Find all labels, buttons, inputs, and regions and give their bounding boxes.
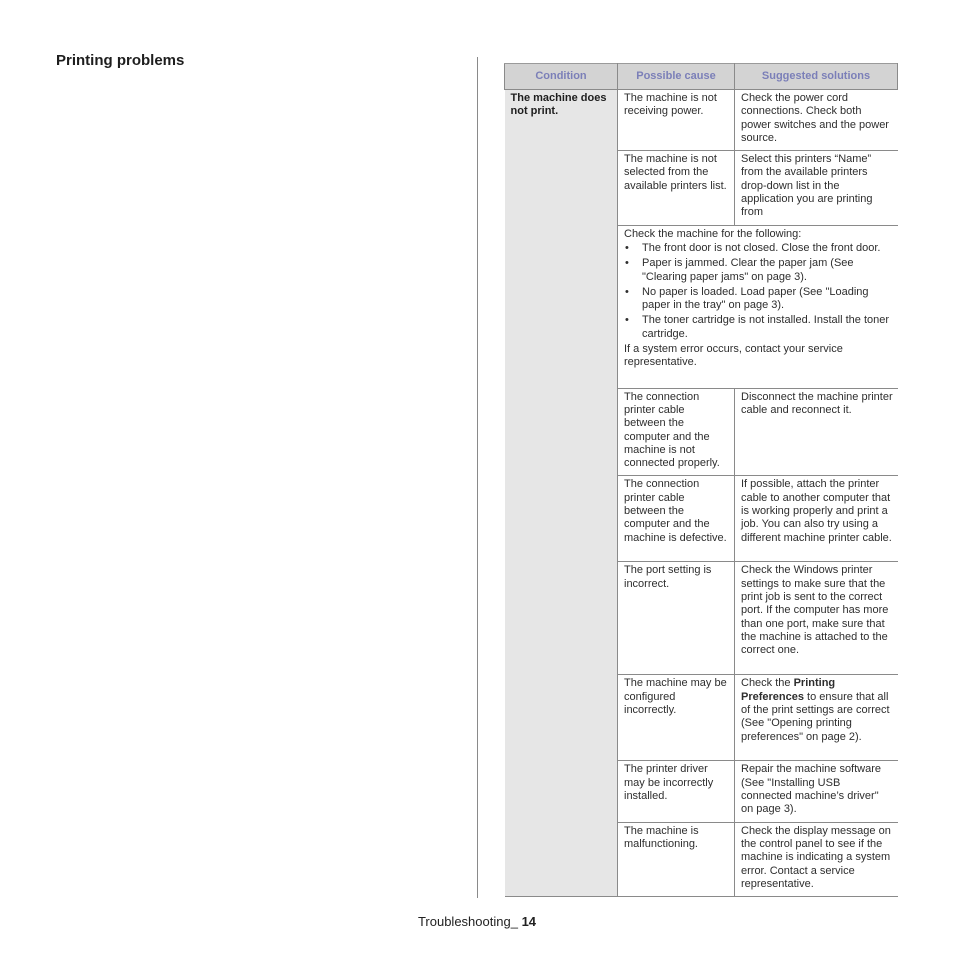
solution-cell: Disconnect the machine printer cable and reconnect it. [735,388,898,476]
page-number: 14 [521,914,537,929]
header-possible-cause: Possible cause [618,64,735,90]
troubleshooting-table [504,63,898,897]
solution-cell: Repair the machine software (See "Installing USB connected machine’s driver" on page 3). [735,761,898,822]
solution-cell: If possible, attach the printer cable to another computer that is working properly and print a job. You can also try using a different machine printer cable. [735,476,898,562]
bullet-icon: • [625,241,629,254]
list-item [624,242,894,255]
checklist-intro: Check the machine for the following: [624,227,802,240]
list-item [624,257,894,284]
checklist-item-text: Paper is jammed. Clear the paper jam (See "Clearing paper jams" on page 3). [642,257,854,283]
list-item [624,314,894,341]
bullet-icon: • [625,257,629,270]
page-footer [0,914,954,929]
solution-text-pre: Check the [741,677,794,690]
table-row [505,90,898,151]
printing-preferences-label: Printing Preferences [741,677,836,703]
cause-cell: The printer driver may be incorrectly installed. [618,761,735,822]
solution-cell: Check the Windows printer settings to make sure that the print job is sent to the correct port. If the computer has more than one port, make sure that the machine is attached to the correct one. [735,562,898,675]
cause-cell: The connection printer cable between the computer and the machine is defective. [618,476,735,562]
solution-text-post: to ensure that all of the print settings are correct (See "Opening printing preferences" on page 2). [741,690,890,743]
bullet-icon: • [625,285,629,298]
cause-cell: The machine may be configured incorrectly. [618,675,735,761]
checklist-outro: If a system error occurs, contact your service representative. [624,343,843,369]
list-item [624,286,894,313]
solution-cell: Select this printers “Name” from the available printers drop-down list in the application you are printing from [735,151,898,225]
merged-checklist-cell [618,225,898,388]
checklist-item-text: The front door is not closed. Close the front door. [642,241,881,254]
cause-cell: The machine is not selected from the available printers list. [618,151,735,225]
cause-cell: The machine is malfunctioning. [618,822,735,896]
bullet-icon: • [625,314,629,327]
cause-cell: The connection printer cable between the computer and the machine is not connected properly. [618,388,735,476]
cause-cell: The machine is not receiving power. [618,90,735,151]
table-header-row [505,64,898,90]
header-suggested-solutions: Suggested solutions [735,64,898,90]
solution-cell: Check the display message on the control panel to see if the machine is indicating a system error. Contact a service representative. [735,822,898,896]
solution-cell [735,675,898,761]
cause-cell: The port setting is incorrect. [618,562,735,675]
checklist [624,242,894,341]
checklist-item-text: No paper is loaded. Load paper (See "Loading paper in the tray" on page 3). [642,285,869,312]
condition-cell: The machine does not print. [505,90,618,897]
checklist-item-text: The toner cartridge is not installed. Install the toner cartridge. [642,314,890,340]
header-condition: Condition [505,64,618,90]
section-heading: Printing problems [56,52,185,69]
footer-section-label: Troubleshooting_ [417,914,518,929]
solution-cell: Check the power cord connections. Check both power switches and the power source. [735,90,898,151]
column-divider [477,57,478,898]
